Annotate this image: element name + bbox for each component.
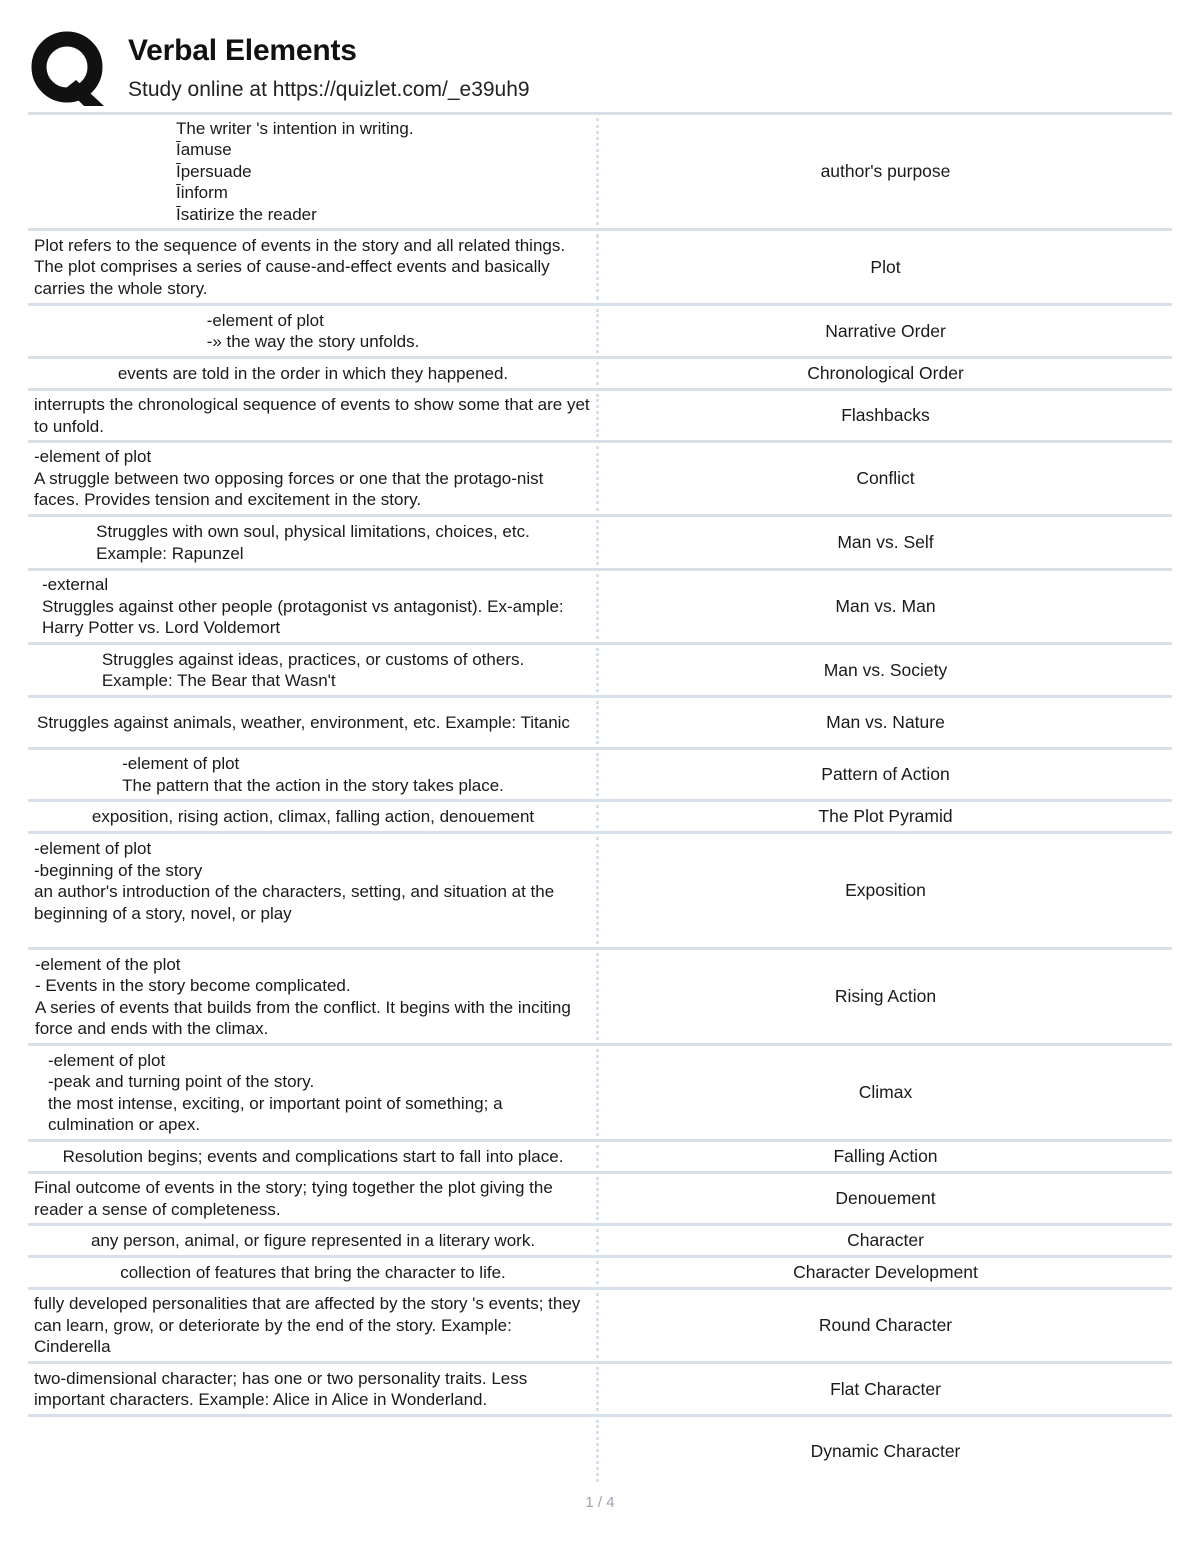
definition-text: exposition, rising action, climax, falling action, denouement [91,806,535,826]
table-row [28,1417,1172,1485]
card-term: author's purpose [820,161,951,181]
table-row [28,834,1172,950]
definition-text: Final outcome of events in the story; tying together the plot giving the reader a sense of completeness. [34,1178,553,1219]
table-row [28,645,1172,698]
definition-text: Resolution begins; events and complications start to fall into place. [62,1146,564,1166]
definition-text: -element of plot -beginning of the story an author's introduction of the characters, setting, and situation at the beginning of a story, novel, or play [34,839,555,923]
definition-text: Struggles against animals, weather, environment, etc. Example: Titanic [37,712,570,732]
card-definition [28,698,596,747]
card-definition [28,645,596,695]
table-row [28,1142,1172,1174]
card-term: Man vs. Nature [826,712,945,732]
table-row [28,1226,1172,1258]
card-term: Narrative Order [825,320,946,341]
card-definition [28,950,596,1043]
card-term: Conflict [856,468,915,488]
card-term: Chronological Order [807,363,964,383]
card-term: Man vs. Society [823,659,948,680]
card-term: Flashbacks [841,405,930,425]
definition-text: fully developed personalities that are affected by the story 's events; they can learn, grow, or deteriorate by the end of the story. Example: Cinderella [34,1294,581,1357]
card-term: Round Character [818,1315,953,1335]
table-row [28,115,1172,231]
card-definition [28,231,596,303]
definition-text: -element of plot A struggle between two opposing forces or one that the protago-nist faces. Provides tension and excitement in the story. [34,447,544,510]
definition-text: -element of plot The pattern that the action in the story takes place. [122,754,504,795]
definition-text: events are told in the order in which they happened. [117,363,509,383]
card-definition [28,1226,596,1255]
study-online-link[interactable]: Study online at https://quizlet.com/_e39uh9 [128,78,530,101]
card-term: Man vs. Self [837,532,934,552]
definition-text: collection of features that bring the character to life. [120,1262,506,1282]
card-term: Dynamic Character [810,1440,961,1461]
table-row [28,1046,1172,1142]
card-term: Rising Action [834,986,937,1006]
card-term: Pattern of Action [821,764,950,784]
quizlet-logo-icon [30,30,108,108]
table-row [28,443,1172,517]
card-definition [28,359,596,388]
table-row [28,1364,1172,1417]
card-definition [28,571,596,642]
definition-text: two-dimensional character; has one or two personality traits. Less important characters. Example: Alice in Alice in Wonderland. [34,1368,528,1409]
card-term: Character [847,1230,924,1250]
card-definition [28,517,596,568]
table-row [28,750,1172,802]
card-term: Exposition [845,880,926,900]
card-definition [28,1364,596,1414]
page-number: 1 / 4 [585,1494,615,1511]
definition-text: Plot refers to the sequence of events in the story and all related things. The plot comprises a series of cause-and-effect events and basically carries the whole story. [34,235,566,298]
card-definition [28,1258,596,1287]
card-definition [28,1174,596,1223]
flashcard-table [28,112,1172,1485]
table-row [28,1258,1172,1290]
definition-text: -element of plot -» the way the story unfolds. [206,310,420,351]
card-definition [28,1142,596,1171]
table-row [28,359,1172,391]
card-term: Man vs. Man [835,596,936,616]
table-row [28,571,1172,645]
definition-text: Struggles with own soul, physical limitations, choices, etc. Example: Rapunzel [96,522,530,563]
table-row [28,391,1172,443]
definition-text: -element of plot -peak and turning point of the story. the most intense, exciting, or important point of something; a culmination or apex. [48,1050,503,1134]
card-definition [28,1046,596,1139]
card-definition [28,1417,596,1485]
card-definition [28,306,596,356]
card-term: Flat Character [830,1378,941,1399]
card-definition [28,802,596,831]
card-term: Plot [870,256,901,277]
definition-text: interrupts the chronological sequence of events to show some that are yet to unfold. [34,395,590,436]
card-definition [28,391,596,440]
card-definition [28,1290,596,1361]
card-definition [28,115,596,228]
definition-text: The writer 's intention in writing. Īamuse Īpersuade Īinform Īsatirize the reader [176,118,414,224]
card-term: Character Development [793,1262,978,1282]
card-term: The Plot Pyramid [818,806,953,826]
definition-text: any person, animal, or figure represented in a literary work. [90,1230,536,1250]
table-row [28,950,1172,1046]
table-row [28,1174,1172,1226]
card-definition [28,750,596,799]
definition-text: Struggles against ideas, practices, or customs of others. Example: The Bear that Wasn't [101,649,525,690]
table-row [28,517,1172,571]
card-term: Falling Action [833,1146,938,1166]
card-definition [28,443,596,514]
page-title: Verbal Elements [128,34,357,67]
table-row [28,1290,1172,1364]
table-row [28,231,1172,306]
table-row [28,802,1172,834]
card-term: Climax [858,1082,913,1102]
definition-text: -element of the plot - Events in the story become complicated. A series of events that builds from the conflict. It begins with the inciting force and ends with the climax. [35,954,571,1038]
table-row [28,306,1172,359]
card-term: Denouement [835,1188,936,1208]
table-row [28,698,1172,750]
card-definition [28,834,596,947]
definition-text: -external Struggles against other people (protagonist vs antagonist). Ex-ample: Harry Potter vs. Lord Voldemort [42,575,564,638]
page-header [30,30,1172,110]
